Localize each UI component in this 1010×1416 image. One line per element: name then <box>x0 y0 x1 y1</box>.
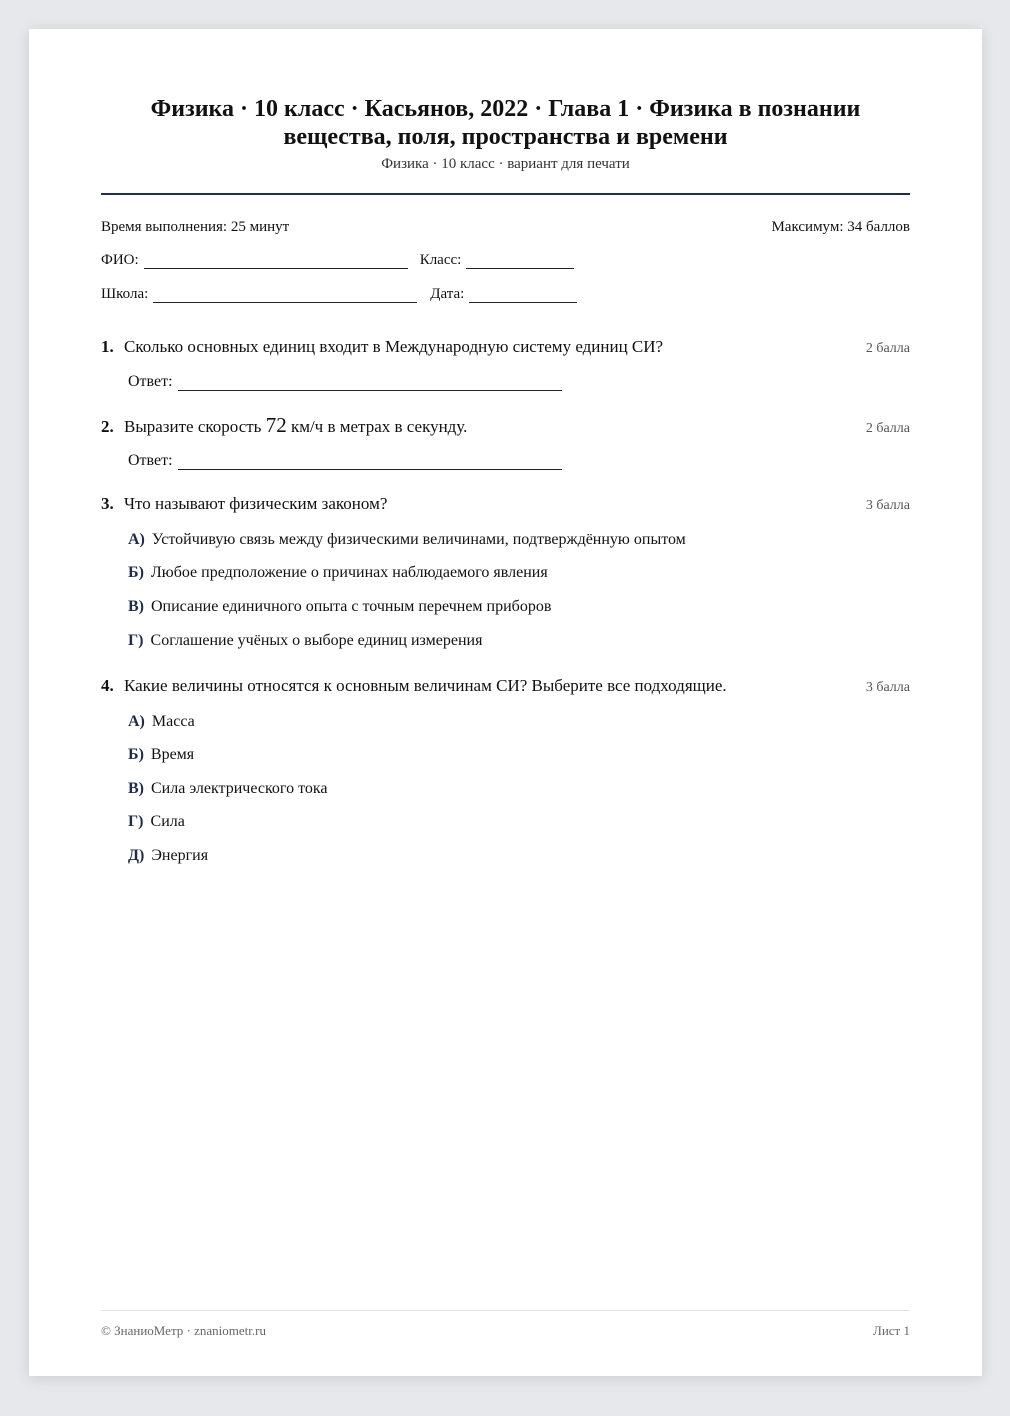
option-text: Соглашение учёных о выборе единиц измерения <box>150 632 483 649</box>
school-label: Школа: <box>101 286 149 302</box>
title-line-2: вещества, поля, пространства и времени <box>283 124 728 150</box>
question-text: Какие величины относятся к основным величинам СИ? Выберите все подходящие. <box>124 676 727 695</box>
option-item[interactable] <box>128 746 194 764</box>
option-item[interactable] <box>128 598 551 616</box>
date-field[interactable] <box>469 289 577 303</box>
student-row-2 <box>101 286 910 303</box>
question-number: 1. <box>101 337 114 356</box>
answer-label: Ответ: <box>128 452 173 469</box>
max-score: Максимум: 34 баллов <box>771 219 910 235</box>
page-content <box>101 29 910 1376</box>
page-footer <box>101 1323 910 1339</box>
option-letter: Г) <box>128 813 144 830</box>
option-letter: Г) <box>128 632 144 649</box>
question-points: 2 балла <box>865 421 910 436</box>
title-line-1: Физика · 10 класс · Касьянов, 2022 · Глава 1 · Физика в познании <box>150 96 861 122</box>
option-letter: Б) <box>128 564 144 581</box>
answer-line-2 <box>128 452 562 470</box>
answer-field[interactable] <box>178 377 562 391</box>
question-number: 4. <box>101 676 114 695</box>
option-item[interactable] <box>128 780 327 798</box>
answer-label: Ответ: <box>128 373 173 390</box>
page-title <box>101 95 910 151</box>
question-text: Сколько основных единиц входит в Международную систему единиц СИ? <box>124 337 664 356</box>
answer-line-1 <box>128 373 562 391</box>
date-label: Дата: <box>430 286 465 302</box>
question-points: 2 балла <box>865 341 910 356</box>
question-points: 3 балла <box>865 498 910 513</box>
student-row-1 <box>101 252 910 269</box>
speed-value: 72 <box>265 413 287 437</box>
question-4 <box>101 676 910 696</box>
question-number: 3. <box>101 494 114 513</box>
option-item[interactable] <box>128 564 548 582</box>
meta-time-row <box>101 219 910 236</box>
question-text-before: Выразите скорость <box>124 417 262 436</box>
question-1 <box>101 337 910 357</box>
fio-label: ФИО: <box>101 252 139 268</box>
option-text: Описание единичного опыта с точным перечнем приборов <box>151 598 552 615</box>
option-text: Время <box>150 746 195 763</box>
option-text: Устойчивую связь между физическими величинами, подтверждённую опытом <box>151 531 686 548</box>
question-text-after: км/ч в метрах в секунду. <box>290 417 468 436</box>
option-letter: А) <box>128 713 145 730</box>
option-letter: Б) <box>128 746 144 763</box>
question-3 <box>101 494 910 514</box>
option-item[interactable] <box>128 632 482 650</box>
footer-copyright: © ЗнаниоМетр · znaniometr.ru <box>101 1323 266 1338</box>
option-letter: А) <box>128 531 145 548</box>
worksheet-page <box>29 29 982 1376</box>
time-limit: Время выполнения: 25 минут <box>101 219 290 235</box>
option-letter: В) <box>128 598 144 615</box>
class-field[interactable] <box>466 255 574 269</box>
school-field[interactable] <box>153 289 417 303</box>
footer-divider <box>101 1310 910 1311</box>
fio-field[interactable] <box>144 255 408 269</box>
page-number: Лист 1 <box>873 1323 910 1338</box>
page-subtitle: Физика · 10 класс · вариант для печати <box>381 156 630 172</box>
option-text: Масса <box>151 713 195 730</box>
question-text <box>124 413 866 438</box>
question-2 <box>101 413 910 438</box>
option-item[interactable] <box>128 713 195 731</box>
option-text: Сила электрического тока <box>151 780 328 797</box>
option-item[interactable] <box>128 813 185 831</box>
option-text: Сила <box>150 813 185 830</box>
option-item[interactable] <box>128 531 686 549</box>
class-label: Класс: <box>419 252 462 268</box>
header-divider <box>101 193 910 195</box>
option-item[interactable] <box>128 847 208 865</box>
option-letter: В) <box>128 780 144 797</box>
question-number: 2. <box>101 417 114 436</box>
answer-field[interactable] <box>178 456 562 470</box>
question-points: 3 балла <box>865 680 910 695</box>
question-text: Что называют физическим законом? <box>124 494 388 513</box>
option-text: Любое предположение о причинах наблюдаемого явления <box>150 564 548 581</box>
option-text: Энергия <box>151 847 209 864</box>
option-letter: Д) <box>128 847 145 864</box>
